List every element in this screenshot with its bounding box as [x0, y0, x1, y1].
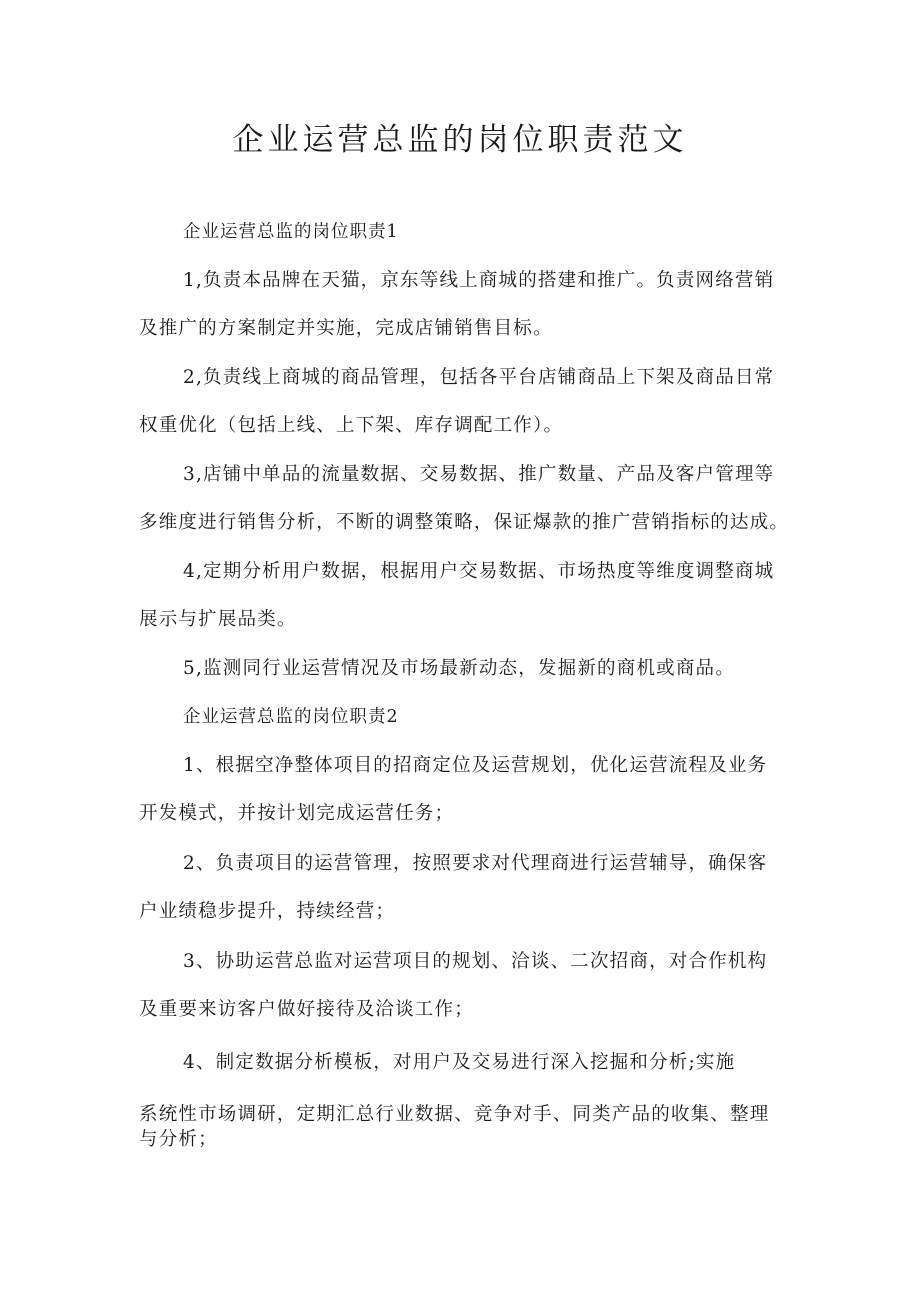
paragraph-line: 及推广的方案制定并实施，完成店铺销售目标。	[139, 318, 553, 339]
paragraph-line: 及重要来访客户做好接待及洽谈工作；	[139, 999, 474, 1020]
paragraph-line: 5,监测同行业运营情况及市场最新动态，发掘新的商机或商品。	[183, 658, 735, 679]
document-title: 企业运营总监的岗位职责范文	[232, 122, 688, 158]
paragraph-line: 与分析；	[139, 1129, 218, 1150]
paragraph-line: 户业绩稳步提升，持续经营；	[139, 901, 396, 922]
paragraph-line: 开发模式，并按计划完成运营任务；	[139, 803, 455, 824]
paragraph-line: 3、协助运营总监对运营项目的规划、洽谈、二次招商，对合作机构	[183, 951, 768, 972]
paragraph-line: 3,店铺中单品的流量数据、交易数据、推广数量、产品及客户管理等	[183, 464, 775, 485]
paragraph-line: 权重优化（包括上线、上下架、库存调配工作）。	[139, 415, 564, 436]
section-heading-2: 企业运营总监的岗位职责2	[183, 707, 399, 727]
paragraph-line: 多维度进行销售分析，不断的调整策略，保证爆款的推广营销指标的达成。	[139, 512, 790, 533]
paragraph-line: 展示与扩展品类。	[139, 609, 297, 630]
paragraph-line: 1,负责本品牌在天猫，京东等线上商城的搭建和推广。负责网络营销	[183, 270, 775, 291]
paragraph-line: 2,负责线上商城的商品管理，包括各平台店铺商品上下架及商品日常	[183, 367, 775, 388]
paragraph-line: 2、负责项目的运营管理，按照要求对代理商进行运营辅导，确保客	[183, 853, 768, 874]
section-heading-1: 企业运营总监的岗位职责1	[183, 222, 399, 242]
paragraph-line: 1、根据空净整体项目的招商定位及运营规划，优化运营流程及业务	[183, 755, 768, 776]
paragraph-line: 4、制定数据分析模板，对用户及交易进行深入挖掘和分析;实施	[183, 1052, 736, 1073]
paragraph-line: 4,定期分析用户数据，根据用户交易数据、市场热度等维度调整商城	[183, 561, 775, 582]
paragraph-line: 系统性市场调研，定期汇总行业数据、竞争对手、同类产品的收集、整理	[139, 1104, 770, 1125]
